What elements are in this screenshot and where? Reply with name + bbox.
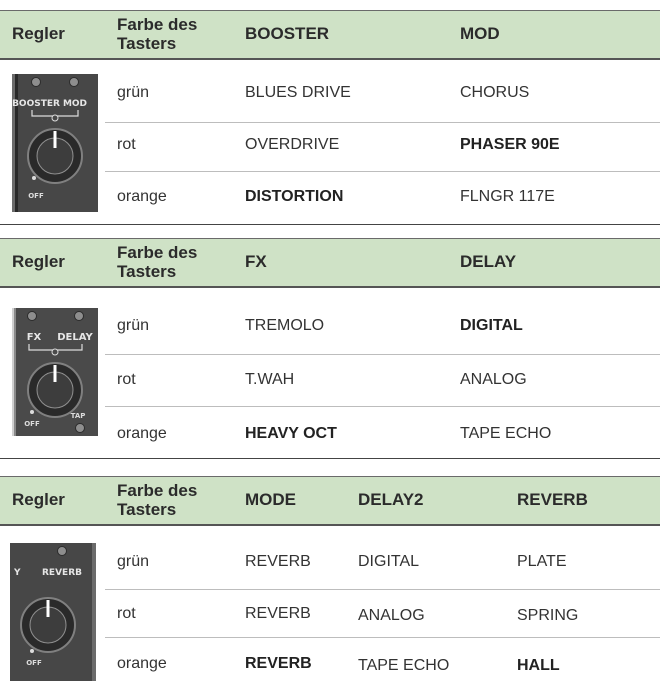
color-gruen: grün xyxy=(117,317,150,334)
reverb-knob-panel xyxy=(10,543,96,681)
svg-text:OFF: OFF xyxy=(28,192,44,200)
header-farbe: Farbe des Tasters xyxy=(117,243,198,281)
color-orange: orange xyxy=(117,425,167,442)
color-rot: rot xyxy=(117,371,136,388)
cell-delay: ANALOG xyxy=(460,371,527,388)
header-farbe: Farbe des Tasters xyxy=(117,15,198,53)
panel-label-reverb: REVERB xyxy=(42,568,82,578)
header-delay: DELAY xyxy=(460,252,517,271)
booster-mod-knob-panel xyxy=(12,74,98,212)
cell-booster: BLUES DRIVE xyxy=(245,84,351,101)
cell-delay: DIGITAL xyxy=(460,317,523,334)
header-mod: MOD xyxy=(460,24,500,43)
header-fx: FX xyxy=(245,252,267,271)
cell-booster: DISTORTION xyxy=(245,188,344,205)
cell-mode: REVERB xyxy=(245,553,311,570)
color-gruen: grün xyxy=(117,553,150,570)
led-icon xyxy=(32,78,41,87)
led-icon xyxy=(76,424,85,433)
color-orange: orange xyxy=(117,655,167,672)
cell-mode: REVERB xyxy=(245,605,311,622)
header-regler: Regler xyxy=(12,252,65,271)
panel-label-delay: DELAY xyxy=(57,332,93,343)
led-icon xyxy=(70,78,79,87)
panel-label-fx: FX xyxy=(26,332,42,343)
cell-reverb: SPRING xyxy=(517,607,579,624)
cell-mod: PHASER 90E xyxy=(460,136,560,153)
led-icon xyxy=(75,312,84,321)
cell-reverb: HALL xyxy=(517,657,560,674)
cell-fx: HEAVY OCT xyxy=(245,425,337,442)
color-rot: rot xyxy=(117,605,136,622)
fx-delay-knob-panel xyxy=(12,308,98,436)
cell-delay2: DIGITAL xyxy=(358,553,420,570)
cell-booster: OVERDRIVE xyxy=(245,136,340,153)
header-delay2: DELAY2 xyxy=(358,490,424,509)
panel-label-tap: TAP xyxy=(70,412,86,420)
cell-fx: T.WAH xyxy=(245,371,295,388)
table-header xyxy=(0,238,660,288)
led-icon xyxy=(28,312,37,321)
cell-delay2: TAPE ECHO xyxy=(358,657,450,674)
cell-delay2: ANALOG xyxy=(358,607,425,624)
cell-mode: REVERB xyxy=(245,655,312,672)
panel-label-booster: BOOSTER xyxy=(12,99,60,109)
color-rot: rot xyxy=(117,136,136,153)
cell-fx: TREMOLO xyxy=(245,317,325,334)
panel-label-mod: MOD xyxy=(62,99,88,109)
svg-text:OFF: OFF xyxy=(26,659,42,667)
table-header xyxy=(0,476,660,526)
header-mode: MODE xyxy=(245,490,296,509)
color-gruen: grün xyxy=(117,84,150,101)
cell-delay: TAPE ECHO xyxy=(460,425,552,442)
color-orange: orange xyxy=(117,188,167,205)
header-regler: Regler xyxy=(12,490,65,509)
cell-reverb: PLATE xyxy=(517,553,567,570)
led-icon xyxy=(58,547,67,556)
header-regler: Regler xyxy=(12,24,65,43)
panel-label-y: Y xyxy=(14,568,21,578)
header-farbe: Farbe des Tasters xyxy=(117,481,198,519)
cell-mod: FLNGR 117E xyxy=(460,188,555,205)
header-booster: BOOSTER xyxy=(245,24,330,43)
cell-mod: CHORUS xyxy=(460,84,530,101)
table-header xyxy=(0,10,660,60)
svg-text:OFF: OFF xyxy=(24,420,40,428)
header-reverb: REVERB xyxy=(517,490,588,509)
